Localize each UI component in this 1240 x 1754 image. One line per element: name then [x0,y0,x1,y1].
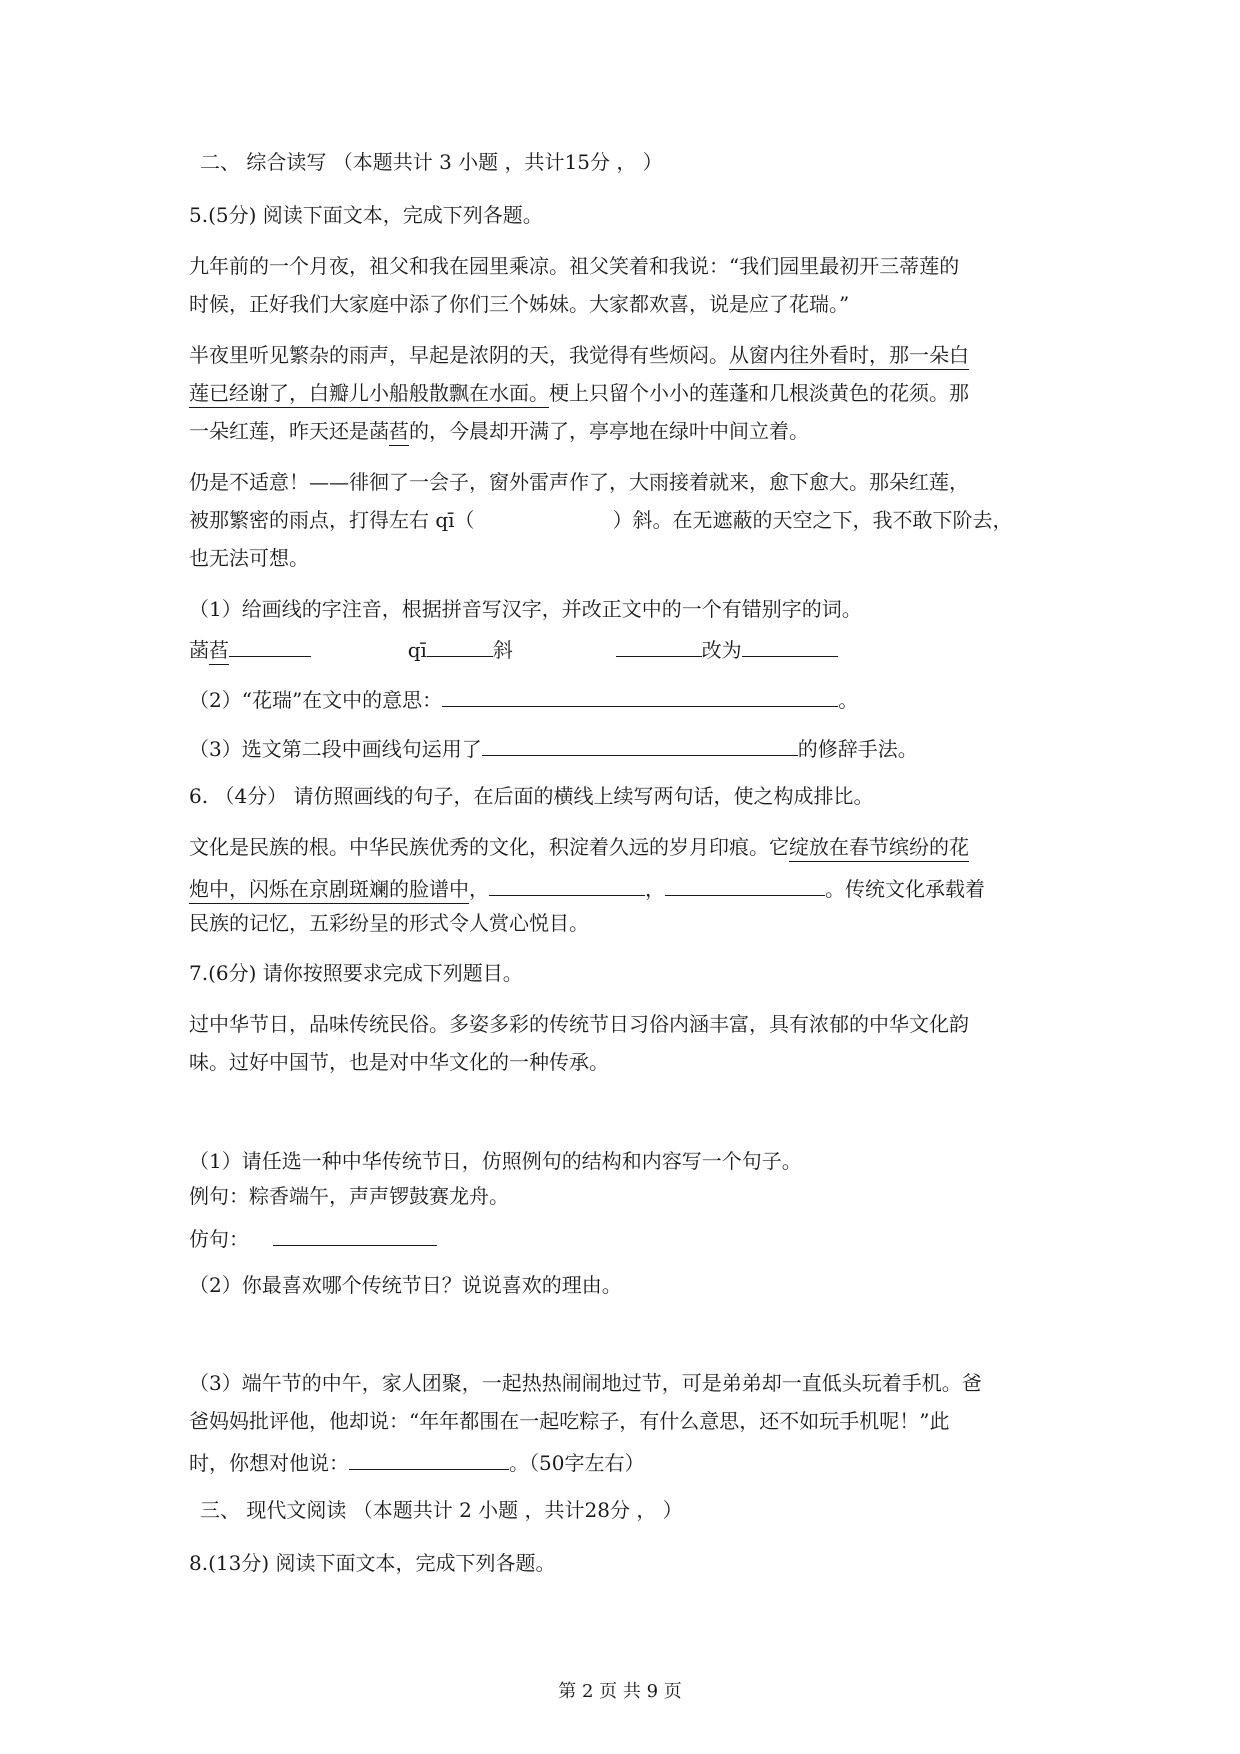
section-title: 三、 现代文阅读 （本题共计 2 小题 ，共计28分 ， ） [200,1498,683,1522]
question-7-header: 7.(6分) 请你按照要求完成下列题目。 [189,961,523,985]
answer-blank[interactable] [489,875,645,896]
example-sentence: 例句：粽香端午，声声锣鼓赛龙舟。 [189,1184,509,1208]
sub-question-1: （1）请任选一种中华传统节日，仿照例句的结构和内容写一个句子。 [189,1149,802,1173]
passage-text: 的，今晨却开满了，亭亭地在绿叶中间立着。 [409,419,809,443]
passage-text: 梗上只留个小小的莲蓬和几根淡黄色的花须。那 [549,381,969,405]
answer-label: 改为 [701,638,742,662]
question-8-header: 8.(13分) 阅读下面文本，完成下列各题。 [189,1551,556,1575]
answer-blank[interactable] [349,1449,509,1470]
passage-text: 半夜里听见繁杂的雨声，早起是浓阴的天，我觉得有些烦闷。 [189,343,729,367]
passage-text: 文化是民族的根。中华民族优秀的文化，积淀着久远的岁月印痕。它 [189,835,789,859]
question-text: 。 [838,688,859,712]
passage-text: ）斜。在无遮蔽的天空之下，我不敢下阶去， [612,508,1013,532]
passage-line [189,345,969,365]
passage-line: 过中华节日，品味传统民俗。多姿多彩的传统节日习俗内涵丰富，具有浓郁的中华文化韵 [189,1012,969,1036]
passage-text: 。传统文化承载着 [825,877,985,901]
passage-text: 被那繁密的雨点，打得左右 qī（ [189,508,475,532]
section-title: 二、 综合读写 （本题共计 3 小题 ，共计15分 ， ） [200,150,663,174]
underlined-character: 萏 [389,419,409,446]
passage-line: 仍是不适意！——徘徊了一会子，窗外雷声作了，大雨接着就来，愈下愈大。那朵红莲， [189,470,969,494]
passage-line [189,421,809,441]
passage-line [189,875,985,899]
underlined-sentence: 炮中，闪烁在京剧斑斓的脸谱中 [189,877,469,904]
sub-question-3 [189,1449,644,1473]
answer-row [189,636,838,660]
passage-text: 一朵红莲，昨天还是菡 [189,419,389,443]
passage-text: ， [469,877,489,901]
page-number: 第 2 页 共 9 页 [558,1681,682,1702]
answer-blank[interactable] [229,636,311,657]
imitate-row [189,1225,437,1249]
passage-line: 九年前的一个月夜，祖父和我在园里乘凉。祖父笑着和我说：“我们园里最初开三蒂莲的 [189,254,960,278]
answer-label: 菡 [189,638,209,662]
sub-question-3 [189,735,918,759]
sub-question-3: 爸妈妈批评他，他却说：“年年都围在一起吃粽子，有什么意思，还不如玩手机呢！”此 [189,1409,950,1433]
answer-blank[interactable] [482,735,798,756]
underlined-sentence: 莲已经谢了，白瓣儿小船般散飘在水面。 [189,381,549,408]
passage-line: 味。过好中国节，也是对中华文化的一种传承。 [189,1050,609,1074]
passage-text: ， [645,877,665,901]
passage-line [189,510,1013,530]
answer-label: qī [407,638,427,662]
answer-blank[interactable] [442,686,838,707]
passage-line [189,383,969,403]
sub-question-2 [189,686,858,710]
question-text: 的修辞手法。 [797,737,918,761]
passage-line: 时候，正好我们大家庭中添了你们三个姊妹。大家都欢喜，说是应了花瑞。” [189,292,850,316]
question-text: （3）选文第二段中画线句运用了 [189,737,482,761]
passage-line: 民族的记忆，五彩纷呈的形式令人赏心悦目。 [189,911,589,935]
passage-line: 也无法可想。 [189,546,309,570]
sub-question-1: （1）给画线的字注音，根据拼音写汉字，并改正文中的一个有错别字的词。 [189,597,862,621]
underlined-sentence: 从窗内往外看时，那一朵白 [729,343,969,370]
question-text: （2）“花瑞”在文中的意思： [189,688,443,712]
answer-blank[interactable] [616,636,702,657]
answer-label: 仿句： [189,1227,249,1251]
question-5-header: 5.(5分) 阅读下面文本，完成下列各题。 [189,203,543,227]
answer-blank[interactable] [273,1225,437,1246]
question-text: 时，你想对他说： [189,1451,349,1475]
answer-label: 斜 [492,638,513,662]
passage-line [189,837,969,857]
question-6-header: 6. （4分） 请仿照画线的句子，在后面的横线上续写两句话，使之构成排比。 [189,784,874,808]
sub-question-2: （2）你最喜欢哪个传统节日？说说喜欢的理由。 [189,1273,622,1297]
question-text: 。（50字左右） [509,1451,645,1475]
sub-question-3: （3）端午节的中午，家人团聚，一起热热闹闹地过节，可是弟弟却一直低头玩着手机。爸 [189,1371,982,1395]
answer-blank[interactable] [427,636,493,657]
underlined-character: 萏 [209,638,229,665]
underlined-sentence: 绽放在春节缤纷的花 [789,835,969,862]
answer-blank[interactable] [665,875,825,896]
answer-blank[interactable] [742,636,838,657]
